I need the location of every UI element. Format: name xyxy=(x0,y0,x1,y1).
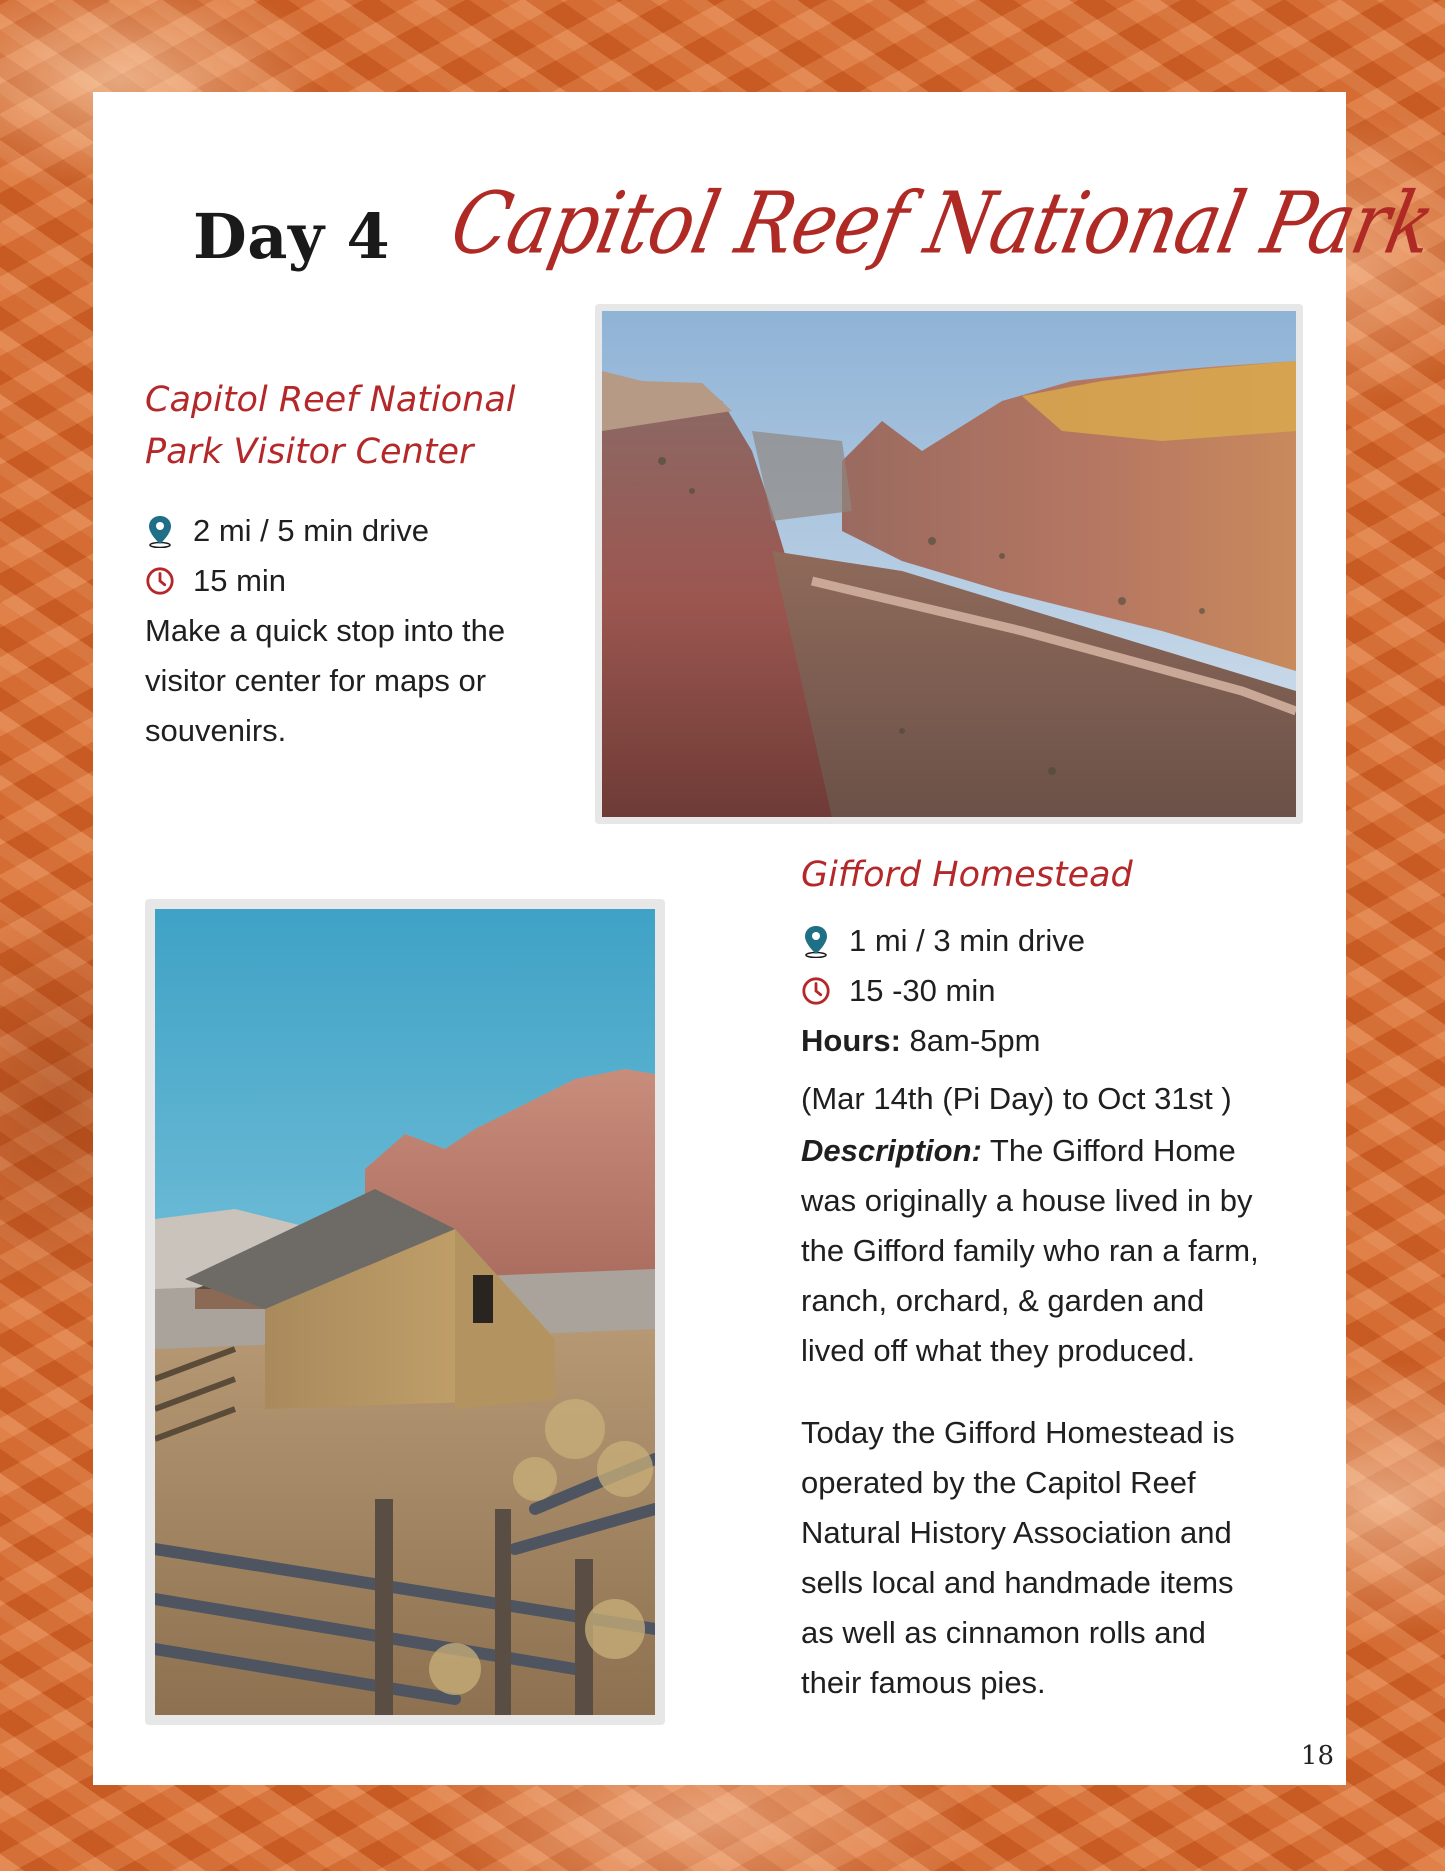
description-line: Make a quick stop into the xyxy=(145,613,506,648)
visitor-center-heading-line1: Capitol Reef National xyxy=(145,380,516,420)
clock-icon xyxy=(801,974,831,1008)
distance-row xyxy=(145,506,545,556)
today-line: as well as cinnamon rolls and xyxy=(801,1615,1206,1650)
visitor-center-duration: 15 min xyxy=(193,563,287,598)
gifford-distance: 1 mi / 3 min drive xyxy=(849,923,1086,958)
description-line: souvenirs. xyxy=(145,713,287,748)
visitor-center-description xyxy=(145,606,545,756)
description-line: ranch, orchard, & garden and xyxy=(801,1283,1205,1318)
today-line: sells local and handmade items xyxy=(801,1565,1234,1600)
today-line: operated by the Capitol Reef xyxy=(801,1465,1196,1500)
description-line: The Gifford Home xyxy=(981,1133,1236,1168)
visitor-center-info xyxy=(145,506,545,756)
barn-photo-frame xyxy=(145,899,665,1725)
duration-row xyxy=(145,556,545,606)
gifford-today xyxy=(801,1408,1321,1708)
today-line: Natural History Association and xyxy=(801,1515,1232,1550)
map-pin-icon xyxy=(801,924,831,958)
today-line: Today the Gifford Homestead is xyxy=(801,1415,1235,1450)
page-number: 18 xyxy=(1300,1741,1334,1771)
hours-row xyxy=(801,1016,1321,1066)
hours-label: Hours: xyxy=(801,1023,901,1058)
visitor-center-distance: 2 mi / 5 min drive xyxy=(193,513,430,548)
gifford-duration: 15 -30 min xyxy=(849,973,996,1008)
day-title: Day 4 xyxy=(193,200,391,273)
today-line: their famous pies. xyxy=(801,1665,1046,1700)
hours-value: 8am-5pm xyxy=(909,1023,1041,1058)
visitor-center-heading-line2: Park Visitor Center xyxy=(145,432,474,472)
clock-icon xyxy=(145,564,175,598)
content-card xyxy=(93,92,1443,1785)
distance-row xyxy=(801,916,1321,966)
barn-photo xyxy=(155,909,655,1715)
description-label: Description: xyxy=(801,1133,982,1168)
map-pin-icon xyxy=(145,514,175,548)
description-line: visitor center for maps or xyxy=(145,663,487,698)
gifford-description xyxy=(801,1126,1321,1376)
description-line: the Gifford family who ran a farm, xyxy=(801,1233,1259,1268)
duration-row xyxy=(801,966,1321,1016)
park-script-title: Capitol Reef National Park xyxy=(443,174,1443,273)
canyon-photo-frame xyxy=(595,304,1303,824)
description-line: was originally a house lived in by xyxy=(801,1183,1253,1218)
canyon-photo xyxy=(602,311,1296,817)
visitor-center-heading xyxy=(145,374,516,478)
description-line: lived off what they produced. xyxy=(801,1333,1196,1368)
season-dates: (Mar 14th (Pi Day) to Oct 31st ) xyxy=(801,1081,1232,1116)
gifford-heading: Gifford Homestead xyxy=(801,855,1133,895)
gifford-info xyxy=(801,916,1321,1708)
